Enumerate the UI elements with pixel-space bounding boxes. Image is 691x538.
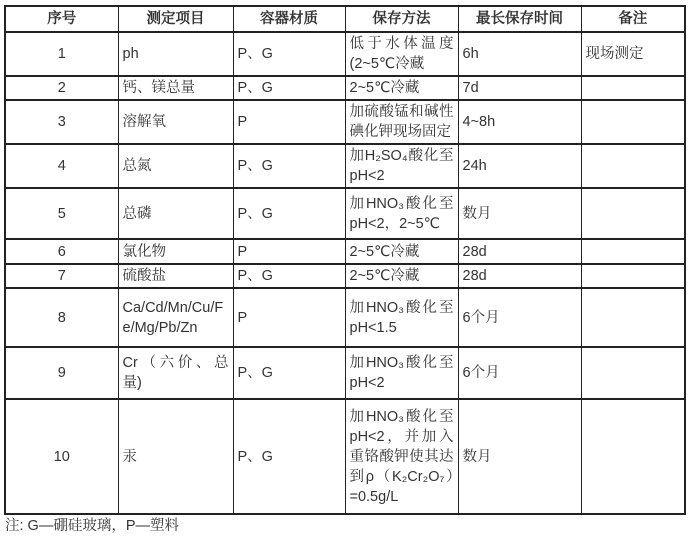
preservation-table <box>4 5 686 515</box>
cell-remark <box>581 188 685 239</box>
cell-time: 4~8h <box>458 100 581 144</box>
header-remark: 备注 <box>581 6 685 32</box>
cell-remark <box>581 239 685 264</box>
cell-container: P <box>233 239 345 264</box>
cell-time: 6个月 <box>458 347 581 399</box>
cell-time: 6个月 <box>458 288 581 347</box>
cell-remark <box>581 347 685 399</box>
header-container: 容器材质 <box>233 6 345 32</box>
cell-no: 7 <box>5 264 118 288</box>
cell-no: 3 <box>5 100 118 144</box>
cell-container: P、G <box>233 144 345 188</box>
cell-time: 6h <box>458 32 581 76</box>
cell-item: 汞 <box>118 399 233 514</box>
cell-time: 24h <box>458 144 581 188</box>
cell-method: 低于水体温度(2~5℃冷藏 <box>345 32 458 76</box>
cell-method: 加HNO₃酸化至pH<1.5 <box>345 288 458 347</box>
cell-method: 加硫酸锰和碱性碘化钾现场固定 <box>345 100 458 144</box>
cell-item: Cr（六价、总量) <box>118 347 233 399</box>
table-row <box>5 239 685 264</box>
cell-remark <box>581 399 685 514</box>
footnote: 注: G—硼硅玻璃，P—塑料 <box>5 518 180 534</box>
cell-container: P、G <box>233 76 345 100</box>
header-no: 序号 <box>5 6 118 32</box>
table-row <box>5 347 685 399</box>
cell-remark: 现场测定 <box>581 32 685 76</box>
cell-method: 加HNO₃酸化至pH<2，2~5℃ <box>345 188 458 239</box>
cell-time: 28d <box>458 264 581 288</box>
header-item: 测定项目 <box>118 6 233 32</box>
cell-item: Ca/Cd/Mn/Cu/Fe/Mg/Pb/Zn <box>118 288 233 347</box>
table-row <box>5 100 685 144</box>
cell-no: 4 <box>5 144 118 188</box>
cell-container: P、G <box>233 347 345 399</box>
cell-method: 2~5℃冷藏 <box>345 264 458 288</box>
table-row <box>5 399 685 514</box>
cell-container: P、G <box>233 188 345 239</box>
cell-method: 2~5℃冷藏 <box>345 239 458 264</box>
cell-no: 5 <box>5 188 118 239</box>
cell-method: 加H₂SO₄酸化至pH<2 <box>345 144 458 188</box>
table-row <box>5 144 685 188</box>
cell-item: 硫酸盐 <box>118 264 233 288</box>
cell-method: 加HNO₃酸化至pH<2，并加入重铬酸钾使其达到ρ（K₂Cr₂O₇）=0.5g/L <box>345 399 458 514</box>
header-row <box>5 6 685 32</box>
cell-container: P <box>233 100 345 144</box>
table-row <box>5 188 685 239</box>
cell-no: 8 <box>5 288 118 347</box>
cell-time: 7d <box>458 76 581 100</box>
cell-time: 数月 <box>458 188 581 239</box>
cell-remark <box>581 288 685 347</box>
table-row <box>5 264 685 288</box>
header-method: 保存方法 <box>345 6 458 32</box>
cell-item: 氯化物 <box>118 239 233 264</box>
cell-no: 2 <box>5 76 118 100</box>
cell-no: 9 <box>5 347 118 399</box>
cell-container: P、G <box>233 32 345 76</box>
cell-time: 28d <box>458 239 581 264</box>
cell-item: 溶解氧 <box>118 100 233 144</box>
cell-item: 钙、镁总量 <box>118 76 233 100</box>
cell-item: 总磷 <box>118 188 233 239</box>
cell-remark <box>581 144 685 188</box>
cell-item: 总氮 <box>118 144 233 188</box>
header-time: 最长保存时间 <box>458 6 581 32</box>
cell-container: P <box>233 288 345 347</box>
cell-remark <box>581 76 685 100</box>
cell-container: P、G <box>233 264 345 288</box>
cell-method: 加HNO₃酸化至pH<2 <box>345 347 458 399</box>
table-row <box>5 76 685 100</box>
cell-time: 数月 <box>458 399 581 514</box>
table-row <box>5 288 685 347</box>
cell-no: 10 <box>5 399 118 514</box>
cell-method: 2~5℃冷藏 <box>345 76 458 100</box>
cell-no: 1 <box>5 32 118 76</box>
cell-container: P、G <box>233 399 345 514</box>
cell-item: ph <box>118 32 233 76</box>
cell-no: 6 <box>5 239 118 264</box>
cell-remark <box>581 264 685 288</box>
cell-remark <box>581 100 685 144</box>
table-row <box>5 32 685 76</box>
